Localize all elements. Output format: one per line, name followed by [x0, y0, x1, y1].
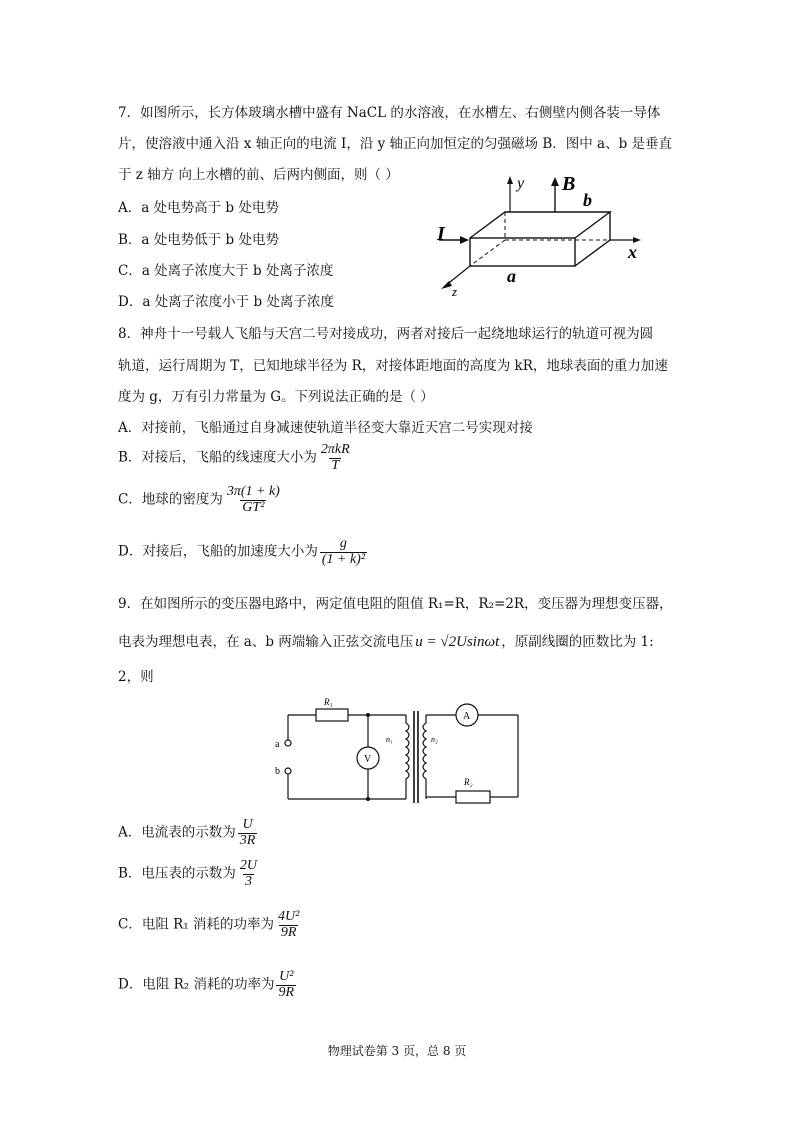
q8-option-c: [118, 485, 284, 515]
q7-option-a: A．a 处电势高于 b 处电势: [118, 200, 279, 216]
q7-face-b-label: b: [583, 190, 592, 210]
q8-option-c-num: 3π(1 + k): [226, 484, 280, 499]
q9-option-b-fraction: [238, 859, 259, 889]
q7-stem-line2: 片，使溶液中通入沿 x 轴正向的电流 I，沿 y 轴正向加恒定的匀强磁场 B．图中 a、b 是垂直: [118, 136, 673, 152]
label-r1: R₁: [324, 697, 333, 707]
q9-option-c-fraction: [276, 910, 301, 940]
label-r2: R₂: [464, 777, 473, 787]
q9-option-b-num: 2U: [239, 858, 258, 873]
q9-option-c: [118, 910, 303, 940]
q8-option-c-den: GT²: [242, 499, 265, 515]
q7-tank-figure: [425, 168, 655, 298]
q9-option-c-num: 4U²: [278, 909, 300, 924]
q9-option-a-den: 3R: [239, 832, 256, 848]
q8-option-b-den: T: [331, 457, 340, 473]
q7-stem-line3: 于 z 轴方 向上水槽的前、后两内侧面，则（ ）: [118, 167, 399, 183]
page-footer: 物理试卷第 3 页，总 8 页: [327, 1044, 467, 1058]
terminal-b: [285, 768, 291, 774]
q8-option-c-text: C．地球的密度为: [118, 491, 223, 508]
resistor-r2: [456, 791, 490, 803]
q8-option-a: A．对接前，飞船通过自身减速使轨道半径变大靠近天宫二号实现对接: [118, 420, 533, 436]
q8-stem-line1: 8．神舟十一号载人飞船与天宫二号对接成功，两者对接后一起绕地球运行的轨道可视为圆: [118, 326, 654, 342]
q8-option-d-text: D．对接后，飞船的加速度大小为: [118, 543, 318, 560]
q9-transformer-circuit: [268, 695, 528, 810]
q9-option-b-den: 3: [244, 873, 252, 889]
q9-stem-line1: 9．在如图所示的变压器电路中，两定值电阻的阻值 R₁=R，R₂=2R，变压器为理想变压器，: [118, 596, 673, 612]
q9-option-d-text: D．电阻 R₂ 消耗的功率为: [118, 976, 275, 993]
q8-stem-line2: 轨道，运行周期为 T，已知地球半径为 R，对接体距地面的高度为 kR，地球表面的重力加速: [118, 358, 668, 374]
q7-field-b-label: B: [562, 173, 576, 195]
q9-option-b: [118, 859, 261, 889]
q8-option-d: [118, 537, 369, 567]
q9-option-a: [118, 818, 259, 848]
q9-stem-line2-a: 电表为理想电表，在 a、b 两端输入正弦交流电压: [118, 634, 414, 650]
q9-option-a-num: U: [242, 817, 253, 832]
q8-stem-line3: 度为 g，万有引力常量为 G。下列说法正确的是（ ）: [118, 389, 434, 405]
q8-option-c-fraction: [225, 485, 282, 515]
resistor-r1: [316, 709, 348, 721]
q7-axis-y-label: y: [517, 175, 525, 192]
q9-option-b-text: B．电压表的示数为: [118, 865, 236, 882]
q8-option-b-num: 2πkR: [320, 442, 350, 457]
q7-axis-z-label: z: [452, 284, 458, 298]
q7-face-a-label: a: [507, 266, 516, 286]
q9-option-c-den: 9R: [280, 924, 297, 940]
q8-option-b-text: B．对接后，飞船的线速度大小为: [118, 449, 317, 466]
q8-option-d-fraction: [320, 537, 367, 567]
q9-option-c-text: C．电阻 R₁ 消耗的功率为: [118, 916, 274, 933]
q8-option-b-fraction: [319, 443, 352, 473]
terminal-b-label: b: [275, 766, 280, 777]
q7-stem-line1: 7．如图所示，长方体玻璃水槽中盛有 NaCL 的水溶液，在水槽左、右侧壁内侧各装一导体: [118, 105, 661, 121]
label-n2: n₂: [431, 735, 438, 744]
q9-option-d-den: 9R: [278, 984, 295, 1000]
q9-voltage-formula: u = √2Usinωt: [415, 634, 500, 650]
q7-axis-x-label: x: [628, 242, 637, 262]
q8-option-b: [118, 443, 354, 473]
terminal-a-label: a: [275, 739, 280, 750]
q9-option-a-fraction: [238, 818, 258, 848]
q7-option-d: D．a 处离子浓度小于 b 处离子浓度: [118, 294, 334, 310]
q8-option-d-num: g: [339, 536, 347, 551]
voltmeter-label: V: [364, 754, 372, 765]
q7-option-b: B．a 处电势低于 b 处电势: [118, 232, 279, 248]
q8-option-d-den: (1 + k)²: [321, 551, 366, 567]
q9-option-a-text: A．电流表的示数为: [118, 824, 236, 841]
q9-option-d: [118, 970, 298, 1000]
q9-stem-line3: 2，则: [118, 669, 154, 685]
q9-option-d-fraction: [276, 970, 296, 1000]
terminal-a: [285, 740, 291, 746]
q9-stem-line2: [118, 630, 654, 651]
q9-option-d-num: U²: [279, 969, 294, 984]
q7-current-i-label: I: [437, 223, 445, 245]
label-n1: n₁: [386, 735, 393, 744]
q7-option-c: C．a 处离子浓度大于 b 处离子浓度: [118, 263, 334, 279]
q9-stem-line2-b: ，原副线圈的匝数比为 1:: [501, 634, 654, 650]
ammeter-label: A: [463, 711, 471, 722]
